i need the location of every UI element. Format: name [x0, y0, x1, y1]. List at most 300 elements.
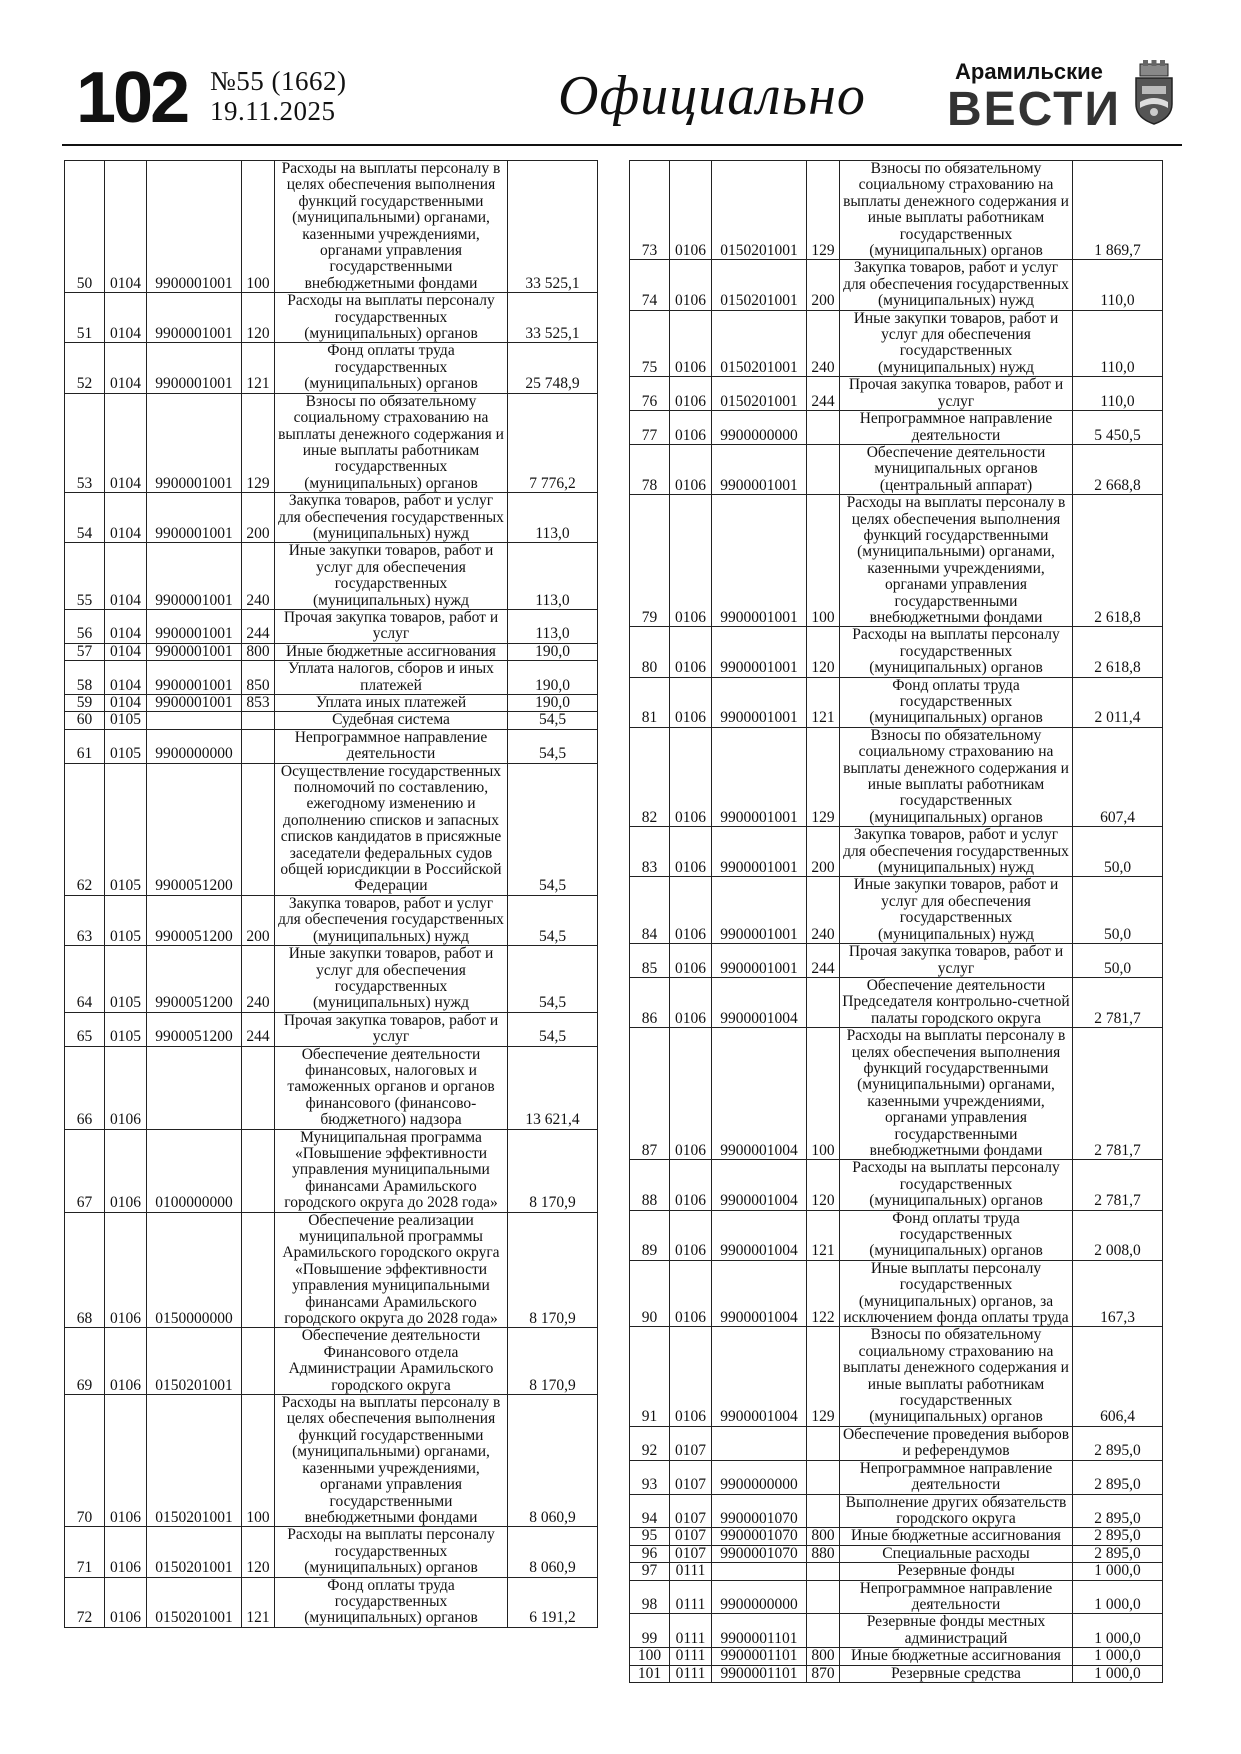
target-article-code: 9900001001: [712, 877, 807, 944]
row-number: 85: [630, 944, 670, 978]
expense-name: Прочая закупка товаров, работ и услуг: [275, 609, 508, 643]
expense-type-code: 129: [242, 393, 275, 492]
table-row: [65, 1012, 598, 1046]
target-article-code: 9900000000: [712, 1580, 807, 1614]
section-code: 0106: [105, 1328, 147, 1395]
section-code: 0105: [105, 895, 147, 945]
expense-type-code: [807, 1563, 840, 1580]
amount: 1 000,0: [1073, 1614, 1163, 1648]
table-row: [630, 827, 1163, 877]
section-code: 0106: [670, 411, 712, 445]
expense-type-code: 100: [242, 1395, 275, 1527]
expense-type-code: 200: [242, 895, 275, 945]
amount: 54,5: [508, 895, 598, 945]
row-number: 71: [65, 1527, 105, 1577]
expense-name: Специальные расходы: [840, 1545, 1073, 1562]
expense-name: Расходы на выплаты персоналу государственных (муниципальных) органов: [840, 1160, 1073, 1210]
table-row: [630, 977, 1163, 1027]
row-number: 78: [630, 444, 670, 494]
row-number: 52: [65, 343, 105, 393]
target-article-code: 9900051200: [147, 763, 242, 895]
expense-type-code: [807, 1494, 840, 1528]
target-article-code: 9900001001: [147, 695, 242, 712]
expense-name: Фонд оплаты труда государственных (муниципальных) органов: [840, 677, 1073, 727]
target-article-code: 9900001070: [712, 1545, 807, 1562]
target-article-code: 9900001001: [712, 677, 807, 727]
table-row: [630, 1426, 1163, 1460]
expense-name: Расходы на выплаты персоналу государственных (муниципальных) органов: [275, 1527, 508, 1577]
section-code: 0111: [670, 1665, 712, 1682]
row-number: 86: [630, 977, 670, 1027]
amount: 8 060,9: [508, 1395, 598, 1527]
section-code: 0106: [670, 310, 712, 377]
target-article-code: 9900001070: [712, 1528, 807, 1545]
expense-name: Прочая закупка товаров, работ и услуг: [275, 1012, 508, 1046]
row-number: 90: [630, 1260, 670, 1327]
expense-type-code: 120: [242, 1527, 275, 1577]
section-code: 0104: [105, 161, 147, 293]
expense-type-code: 244: [807, 377, 840, 411]
expense-type-code: 850: [242, 661, 275, 695]
issue-info: [210, 66, 347, 126]
logo-top-text: Арамильские: [955, 59, 1103, 84]
expense-type-code: 244: [242, 609, 275, 643]
table-row: [65, 161, 598, 293]
amount: 2 781,7: [1073, 977, 1163, 1027]
table-row: [630, 1260, 1163, 1327]
target-article-code: 9900051200: [147, 1012, 242, 1046]
amount: 33 525,1: [508, 293, 598, 343]
amount: 1 000,0: [1073, 1580, 1163, 1614]
amount: 2 008,0: [1073, 1210, 1163, 1260]
section-code: 0111: [670, 1563, 712, 1580]
row-number: 72: [65, 1577, 105, 1627]
target-article-code: 9900001001: [147, 161, 242, 293]
section-code: 0107: [670, 1426, 712, 1460]
row-number: 96: [630, 1545, 670, 1562]
row-number: 81: [630, 677, 670, 727]
row-number: 51: [65, 293, 105, 343]
amount: 1 000,0: [1073, 1665, 1163, 1682]
row-number: 77: [630, 411, 670, 445]
expense-name: Взносы по обязательному социальному страхованию на выплаты денежного содержания и иные выплаты работникам государственных (муниципальных) органов: [840, 727, 1073, 826]
amount: 110,0: [1073, 310, 1163, 377]
expense-name: Закупка товаров, работ и услуг для обеспечения государственных (муниципальных) нужд: [275, 895, 508, 945]
table-row: [65, 729, 598, 763]
amount: 2 781,7: [1073, 1160, 1163, 1210]
expense-type-code: 100: [242, 161, 275, 293]
section-code: 0104: [105, 343, 147, 393]
table-row: [65, 1328, 598, 1395]
section-title: Официально: [558, 65, 866, 127]
table-row: [65, 1527, 598, 1577]
expense-type-code: 853: [242, 695, 275, 712]
section-code: 0106: [670, 677, 712, 727]
expense-type-code: [807, 1580, 840, 1614]
amount: 54,5: [508, 729, 598, 763]
section-code: 0105: [105, 1012, 147, 1046]
amount: 110,0: [1073, 377, 1163, 411]
target-article-code: 0100000000: [147, 1129, 242, 1212]
table-row: [630, 627, 1163, 677]
expense-type-code: 120: [807, 1160, 840, 1210]
issue-date: 19.11.2025: [210, 96, 336, 126]
amount: 54,5: [508, 946, 598, 1013]
target-article-code: 0150201001: [712, 377, 807, 411]
row-number: 94: [630, 1494, 670, 1528]
row-number: 69: [65, 1328, 105, 1395]
expense-type-code: 240: [242, 543, 275, 610]
section-code: 0106: [670, 627, 712, 677]
table-row: [65, 712, 598, 729]
target-article-code: 9900000000: [712, 1460, 807, 1494]
target-article-code: 0150201001: [712, 260, 807, 310]
table-row: [65, 493, 598, 543]
row-number: 65: [65, 1012, 105, 1046]
expense-type-code: 120: [807, 627, 840, 677]
section-code: 0106: [105, 1577, 147, 1627]
expense-name: Непрограммное направление деятельности: [840, 1580, 1073, 1614]
table-row: [630, 1648, 1163, 1665]
amount: 33 525,1: [508, 161, 598, 293]
target-article-code: 9900001001: [712, 944, 807, 978]
target-article-code: 9900001001: [147, 609, 242, 643]
table-row: [630, 411, 1163, 445]
table-row: [65, 293, 598, 343]
expense-name: Судебная система: [275, 712, 508, 729]
table-row: [630, 1160, 1163, 1210]
target-article-code: 9900001001: [147, 643, 242, 660]
table-row: [630, 1614, 1163, 1648]
section-code: 0106: [105, 1129, 147, 1212]
target-article-code: 9900000000: [712, 411, 807, 445]
target-article-code: 9900051200: [147, 946, 242, 1013]
section-code: 0107: [670, 1545, 712, 1562]
row-number: 56: [65, 609, 105, 643]
section-code: 0111: [670, 1648, 712, 1665]
target-article-code: [712, 1563, 807, 1580]
table-row: [65, 609, 598, 643]
table-row: [630, 444, 1163, 494]
row-number: 98: [630, 1580, 670, 1614]
section-code: 0106: [105, 1395, 147, 1527]
expense-type-code: 880: [807, 1545, 840, 1562]
section-code: 0106: [670, 495, 712, 627]
expense-name: Непрограммное направление деятельности: [840, 1460, 1073, 1494]
target-article-code: 9900001001: [712, 444, 807, 494]
row-number: 74: [630, 260, 670, 310]
target-article-code: 9900001001: [147, 543, 242, 610]
row-number: 53: [65, 393, 105, 492]
page-number: 102: [76, 58, 188, 138]
expense-type-code: [242, 1212, 275, 1328]
table-row: [630, 1460, 1163, 1494]
table-row: [65, 1129, 598, 1212]
section-code: 0106: [105, 1527, 147, 1577]
target-article-code: [147, 1046, 242, 1129]
row-number: 63: [65, 895, 105, 945]
expense-name: Расходы на выплаты персоналу государственных (муниципальных) органов: [275, 293, 508, 343]
table-row: [630, 1210, 1163, 1260]
row-number: 93: [630, 1460, 670, 1494]
target-article-code: 0150201001: [712, 161, 807, 260]
expense-type-code: [807, 1460, 840, 1494]
target-article-code: 9900001004: [712, 977, 807, 1027]
amount: 8 170,9: [508, 1129, 598, 1212]
target-article-code: 9900001004: [712, 1260, 807, 1327]
target-article-code: 9900001001: [147, 393, 242, 492]
expense-name: Обеспечение проведения выборов и референдумов: [840, 1426, 1073, 1460]
table-row: [65, 543, 598, 610]
table-row: [65, 946, 598, 1013]
target-article-code: 0150201001: [147, 1328, 242, 1395]
expense-name: Закупка товаров, работ и услуг для обеспечения государственных (муниципальных) нужд: [840, 827, 1073, 877]
target-article-code: [147, 712, 242, 729]
expense-type-code: [242, 1328, 275, 1395]
expense-type-code: 200: [242, 493, 275, 543]
expense-type-code: 120: [242, 293, 275, 343]
expense-type-code: 240: [807, 877, 840, 944]
table-row: [65, 1046, 598, 1129]
expense-name: Расходы на выплаты персоналу в целях обеспечения выполнения функций государственными (муниципальными) органами, казенными учреждениями, органами управления государственными внебюджетными фондами: [840, 495, 1073, 627]
table-row: [630, 1028, 1163, 1160]
amount: 2 895,0: [1073, 1460, 1163, 1494]
amount: 25 748,9: [508, 343, 598, 393]
section-code: 0104: [105, 643, 147, 660]
target-article-code: 9900001001: [147, 343, 242, 393]
expense-type-code: [807, 411, 840, 445]
row-number: 83: [630, 827, 670, 877]
amount: 50,0: [1073, 877, 1163, 944]
row-number: 55: [65, 543, 105, 610]
expense-name: Расходы на выплаты персоналу в целях обеспечения выполнения функций государственными (муниципальными) органами, казенными учреждениями, органами управления государственными внебюджетными фондами: [840, 1028, 1073, 1160]
table-row: [65, 661, 598, 695]
amount: 2 668,8: [1073, 444, 1163, 494]
table-row: [630, 1580, 1163, 1614]
row-number: 61: [65, 729, 105, 763]
target-article-code: 9900001001: [147, 293, 242, 343]
table-row: [630, 377, 1163, 411]
amount: 8 060,9: [508, 1527, 598, 1577]
expense-type-code: 200: [807, 827, 840, 877]
expense-name: Взносы по обязательному социальному страхованию на выплаты денежного содержания и иные выплаты работникам государственных (муниципальных) органов: [840, 1327, 1073, 1426]
expense-name: Иные бюджетные ассигнования: [840, 1528, 1073, 1545]
section-code: 0106: [670, 444, 712, 494]
row-number: 87: [630, 1028, 670, 1160]
table-row: [630, 944, 1163, 978]
row-number: 62: [65, 763, 105, 895]
logo-main-text: ВЕСТИ: [947, 83, 1121, 136]
expense-type-code: 129: [807, 1327, 840, 1426]
expense-name: Обеспечение деятельности Финансового отдела Администрации Арамильского городского округа: [275, 1328, 508, 1395]
row-number: 54: [65, 493, 105, 543]
expense-name: Иные закупки товаров, работ и услуг для обеспечения государственных (муниципальных) нужд: [275, 946, 508, 1013]
section-code: 0105: [105, 729, 147, 763]
table-row: [65, 1212, 598, 1328]
amount: 113,0: [508, 543, 598, 610]
expense-type-code: 121: [807, 1210, 840, 1260]
expense-name: Расходы на выплаты персоналу в целях обеспечения выполнения функций государственными (муниципальными) органами, казенными учреждениями, органами управления государственными внебюджетными фондами: [275, 161, 508, 293]
expense-name: Обеспечение деятельности муниципальных органов (центральный аппарат): [840, 444, 1073, 494]
expense-name: Иные закупки товаров, работ и услуг для обеспечения государственных (муниципальных) нужд: [275, 543, 508, 610]
table-row: [630, 260, 1163, 310]
target-article-code: 9900001070: [712, 1494, 807, 1528]
target-article-code: [712, 1426, 807, 1460]
target-article-code: 9900001101: [712, 1614, 807, 1648]
expense-type-code: 121: [242, 1577, 275, 1627]
amount: 167,3: [1073, 1260, 1163, 1327]
amount: 2 618,8: [1073, 627, 1163, 677]
table-row: [65, 895, 598, 945]
section-code: 0105: [105, 763, 147, 895]
amount: 1 000,0: [1073, 1648, 1163, 1665]
row-number: 59: [65, 695, 105, 712]
expense-name: Иные закупки товаров, работ и услуг для обеспечения государственных (муниципальных) нужд: [840, 310, 1073, 377]
target-article-code: 9900001001: [147, 493, 242, 543]
expense-type-code: [807, 977, 840, 1027]
amount: 2 895,0: [1073, 1545, 1163, 1562]
table-row: [630, 1494, 1163, 1528]
section-code: 0106: [670, 377, 712, 411]
amount: 2 895,0: [1073, 1528, 1163, 1545]
section-code: 0106: [105, 1212, 147, 1328]
expense-name: Иные бюджетные ассигнования: [840, 1648, 1073, 1665]
expense-type-code: [242, 1046, 275, 1129]
row-number: 99: [630, 1614, 670, 1648]
target-article-code: 9900001004: [712, 1160, 807, 1210]
target-article-code: 9900001101: [712, 1648, 807, 1665]
expense-type-code: [807, 1614, 840, 1648]
section-code: 0106: [105, 1046, 147, 1129]
expense-name: Выполнение других обязательств городского округа: [840, 1494, 1073, 1528]
row-number: 82: [630, 727, 670, 826]
target-article-code: 0150201001: [147, 1577, 242, 1627]
row-number: 60: [65, 712, 105, 729]
section-code: 0104: [105, 695, 147, 712]
table-row: [630, 310, 1163, 377]
row-number: 73: [630, 161, 670, 260]
section-code: 0104: [105, 493, 147, 543]
target-article-code: 0150201001: [147, 1527, 242, 1577]
expense-type-code: [242, 763, 275, 895]
target-article-code: 9900001004: [712, 1210, 807, 1260]
row-number: 57: [65, 643, 105, 660]
expense-type-code: 240: [807, 310, 840, 377]
expense-name: Закупка товаров, работ и услуг для обеспечения государственных (муниципальных) нужд: [275, 493, 508, 543]
row-number: 79: [630, 495, 670, 627]
section-code: 0107: [670, 1494, 712, 1528]
expense-type-code: 121: [242, 343, 275, 393]
row-number: 66: [65, 1046, 105, 1129]
section-code: 0104: [105, 293, 147, 343]
row-number: 88: [630, 1160, 670, 1210]
expense-name: Расходы на выплаты персоналу государственных (муниципальных) органов: [840, 627, 1073, 677]
target-article-code: 9900001001: [712, 727, 807, 826]
page-header: [62, 52, 1182, 147]
section-code: 0106: [670, 1160, 712, 1210]
expense-name: Обеспечение деятельности Председателя контрольно-счетной палаты городского округа: [840, 977, 1073, 1027]
amount: 190,0: [508, 695, 598, 712]
row-number: 95: [630, 1528, 670, 1545]
target-article-code: 9900001101: [712, 1665, 807, 1682]
amount: 7 776,2: [508, 393, 598, 492]
table-row: [630, 1665, 1163, 1682]
section-code: 0107: [670, 1528, 712, 1545]
amount: 2 895,0: [1073, 1426, 1163, 1460]
row-number: 50: [65, 161, 105, 293]
expense-name: Фонд оплаты труда государственных (муниципальных) органов: [275, 1577, 508, 1627]
target-article-code: 9900001004: [712, 1327, 807, 1426]
issue-number: №55 (1662): [210, 66, 347, 96]
expense-name: Прочая закупка товаров, работ и услуг: [840, 944, 1073, 978]
amount: 8 170,9: [508, 1212, 598, 1328]
expense-name: Осуществление государственных полномочий по составлению, ежегодному изменению и дополнению списков и запасных списков кандидатов в присяжные заседатели федеральных судов общей юрисдикции в Российской Федерации: [275, 763, 508, 895]
section-code: 0106: [670, 827, 712, 877]
section-code: 0106: [670, 1028, 712, 1160]
target-article-code: 9900001001: [712, 627, 807, 677]
table-row: [65, 1577, 598, 1627]
section-code: 0105: [105, 946, 147, 1013]
row-number: 68: [65, 1212, 105, 1328]
table-row: [630, 1563, 1163, 1580]
table-row: [630, 1528, 1163, 1545]
expense-type-code: 122: [807, 1260, 840, 1327]
amount: 113,0: [508, 609, 598, 643]
section-code: 0106: [670, 1260, 712, 1327]
section-code: 0104: [105, 661, 147, 695]
section-code: 0104: [105, 543, 147, 610]
row-number: 64: [65, 946, 105, 1013]
expense-name: Взносы по обязательному социальному страхованию на выплаты денежного содержания и иные выплаты работникам государственных (муниципальных) органов: [840, 161, 1073, 260]
row-number: 76: [630, 377, 670, 411]
amount: 50,0: [1073, 944, 1163, 978]
budget-table-right: [629, 160, 1163, 1683]
target-article-code: 9900001001: [712, 827, 807, 877]
section-code: 0106: [670, 161, 712, 260]
section-code: 0104: [105, 609, 147, 643]
table-row: [65, 643, 598, 660]
row-number: 84: [630, 877, 670, 944]
expense-name: Прочая закупка товаров, работ и услуг: [840, 377, 1073, 411]
expense-type-code: 129: [807, 161, 840, 260]
amount: 54,5: [508, 1012, 598, 1046]
expense-type-code: [807, 1426, 840, 1460]
table-row: [630, 677, 1163, 727]
target-article-code: 9900051200: [147, 895, 242, 945]
expense-type-code: [807, 444, 840, 494]
table-row: [65, 343, 598, 393]
expense-type-code: 870: [807, 1665, 840, 1682]
amount: 5 450,5: [1073, 411, 1163, 445]
expense-name: Фонд оплаты труда государственных (муниципальных) органов: [840, 1210, 1073, 1260]
amount: 2 011,4: [1073, 677, 1163, 727]
expense-type-code: 800: [807, 1528, 840, 1545]
amount: 607,4: [1073, 727, 1163, 826]
budget-table-left: [64, 160, 598, 1628]
expense-name: Уплата налогов, сборов и иных платежей: [275, 661, 508, 695]
table-body-right: [630, 161, 1163, 1683]
amount: 13 621,4: [508, 1046, 598, 1129]
table-row: [630, 877, 1163, 944]
expense-name: Резервные фонды местных администраций: [840, 1614, 1073, 1648]
amount: 1 000,0: [1073, 1563, 1163, 1580]
newspaper-logo: [947, 58, 1121, 138]
target-article-code: 9900000000: [147, 729, 242, 763]
section-code: 0106: [670, 260, 712, 310]
header-rule: [62, 144, 1182, 146]
expense-type-code: 800: [242, 643, 275, 660]
section-code: 0106: [670, 977, 712, 1027]
